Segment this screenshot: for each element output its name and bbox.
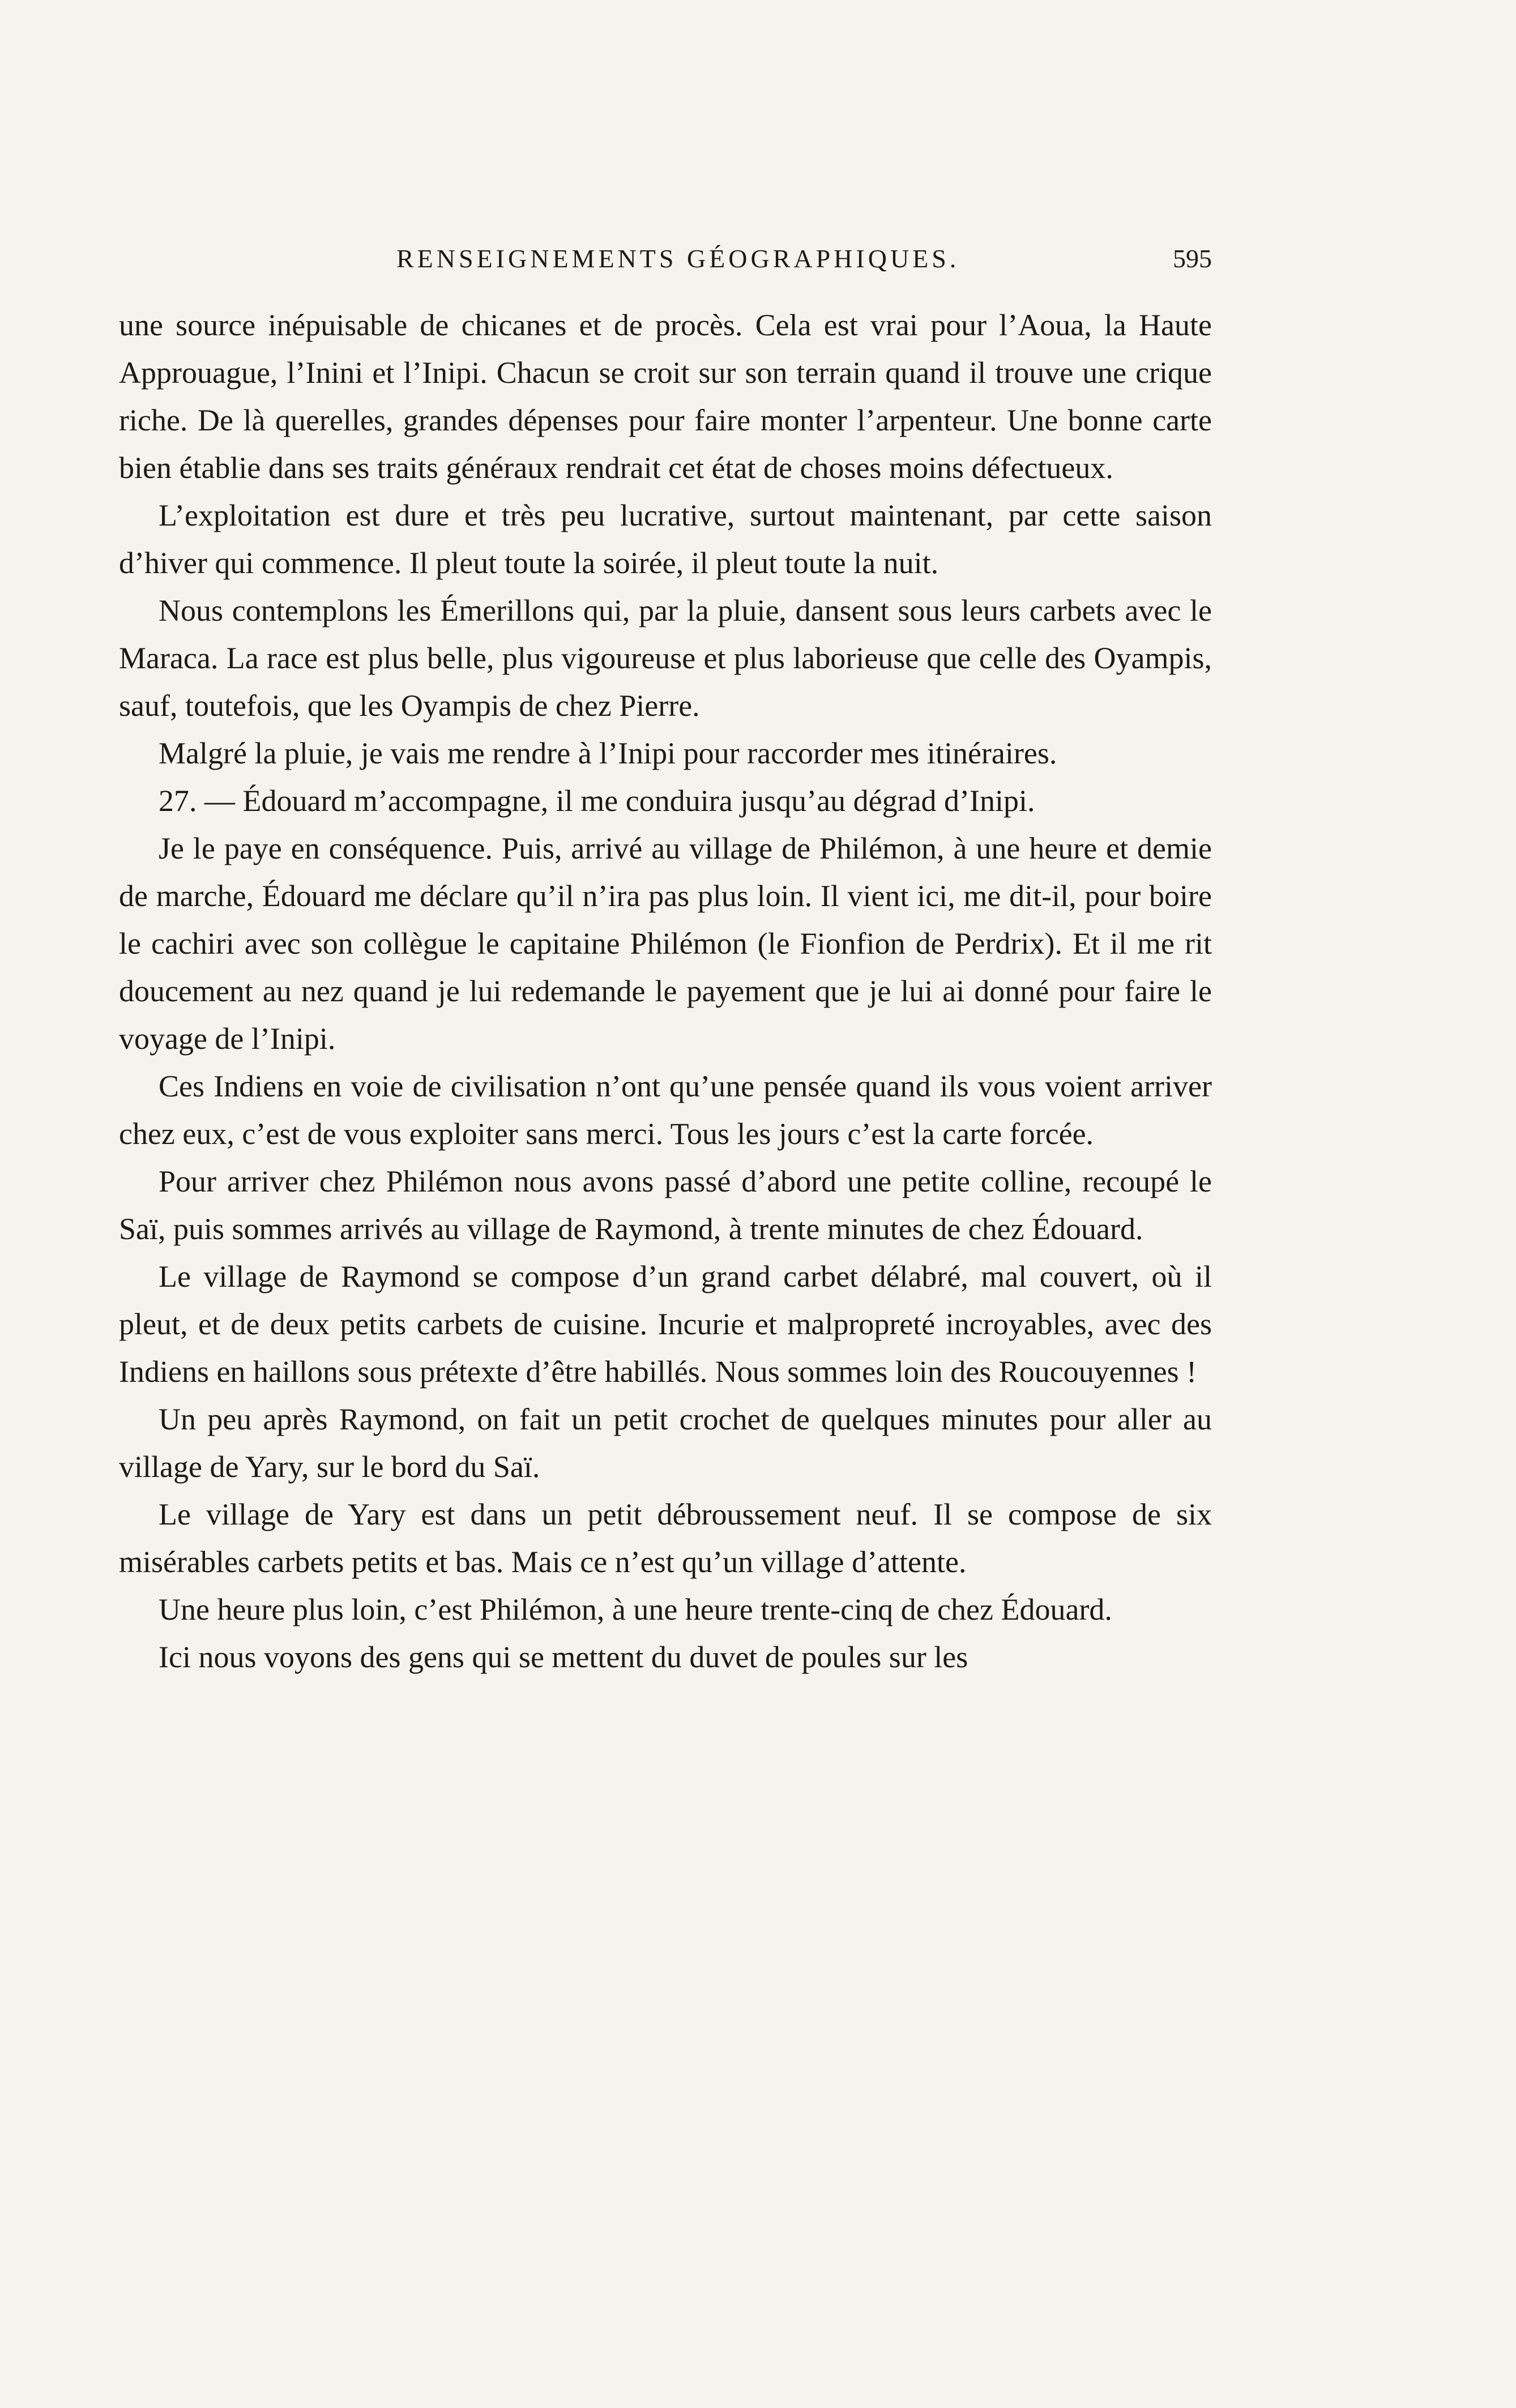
paragraph: une source inépuisable de chicanes et de procès. Cela est vrai pour l’Aoua, la Haute Approuague, l’Inini et l’Inipi. Chacun se croit sur son terrain quand il trouve une crique riche. De là querelles, grandes dépenses pour faire monter l’arpenteur. Une bonne carte bien établie dans ses traits généraux rendrait cet état de choses moins défectueux. [119,308,1212,485]
paragraph: Le village de Raymond se compose d’un grand carbet délabré, mal couvert, où il pleut, et de deux petits carbets de cuisine. Incurie et malpropreté incroyables, avec des Indiens en haillons sous prétexte d’être habillés. Nous sommes loin des Roucouyennes ! [119,1259,1212,1389]
paragraph: Malgré la pluie, je vais me rendre à l’Inipi pour raccorder mes itinéraires. [159,736,1057,770]
paragraph: Ces Indiens en voie de civilisation n’ont qu’une pensée quand ils vous voient arriver chez eux, c’est de vous exploiter sans merci. Tous les jours c’est la carte forcée. [119,1069,1212,1151]
paragraph: Une heure plus loin, c’est Philémon, à une heure trente-cinq de chez Édouard. [159,1592,1112,1626]
paragraph: Je le paye en conséquence. Puis, arrivé au village de Philémon, à une heure et demie de marche, Édouard me déclare qu’il n’ira pas plus loin. Il vient ici, me dit-il, pour boire le cachiri avec son collègue le capitaine Philémon (le Fionfion de Perdrix). Et il me rit doucement au nez quand je lui redemande le payement que je lui ai donné pour faire le voyage de l’Inipi. [119,831,1212,1056]
paragraph: Ici nous voyons des gens qui se mettent du duvet de poules sur les [159,1640,968,1674]
paragraph: 27. — Édouard m’accompagne, il me conduira jusqu’au dégrad d’Inipi. [159,784,1035,818]
body-text [119,301,1212,1681]
page-number: 595 [1173,244,1212,273]
paragraph: Pour arriver chez Philémon nous avons passé d’abord une petite colline, recoupé le Saï, puis sommes arrivés au village de Raymond, à trente minutes de chez Édouard. [119,1164,1212,1246]
page-header [119,244,1212,283]
paragraph: Un peu après Raymond, on fait un petit crochet de quelques minutes pour aller au village de Yary, sur le bord du Saï. [119,1402,1212,1484]
paragraph: L’exploitation est dure et très peu lucrative, surtout maintenant, par cette saison d’hiver qui commence. Il pleut toute la soirée, il pleut toute la nuit. [119,498,1212,580]
paragraph: Le village de Yary est dans un petit débroussement neuf. Il se compose de six misérables carbets petits et bas. Mais ce n’est qu’un village d’attente. [119,1497,1212,1579]
running-title: RENSEIGNEMENTS GÉOGRAPHIQUES. [396,244,960,273]
paragraph: Nous contemplons les Émerillons qui, par la pluie, dansent sous leurs carbets avec le Maraca. La race est plus belle, plus vigoureuse et plus laborieuse que celle des Oyampis, sauf, toutefois, que les Oyampis de chez Pierre. [119,594,1212,723]
